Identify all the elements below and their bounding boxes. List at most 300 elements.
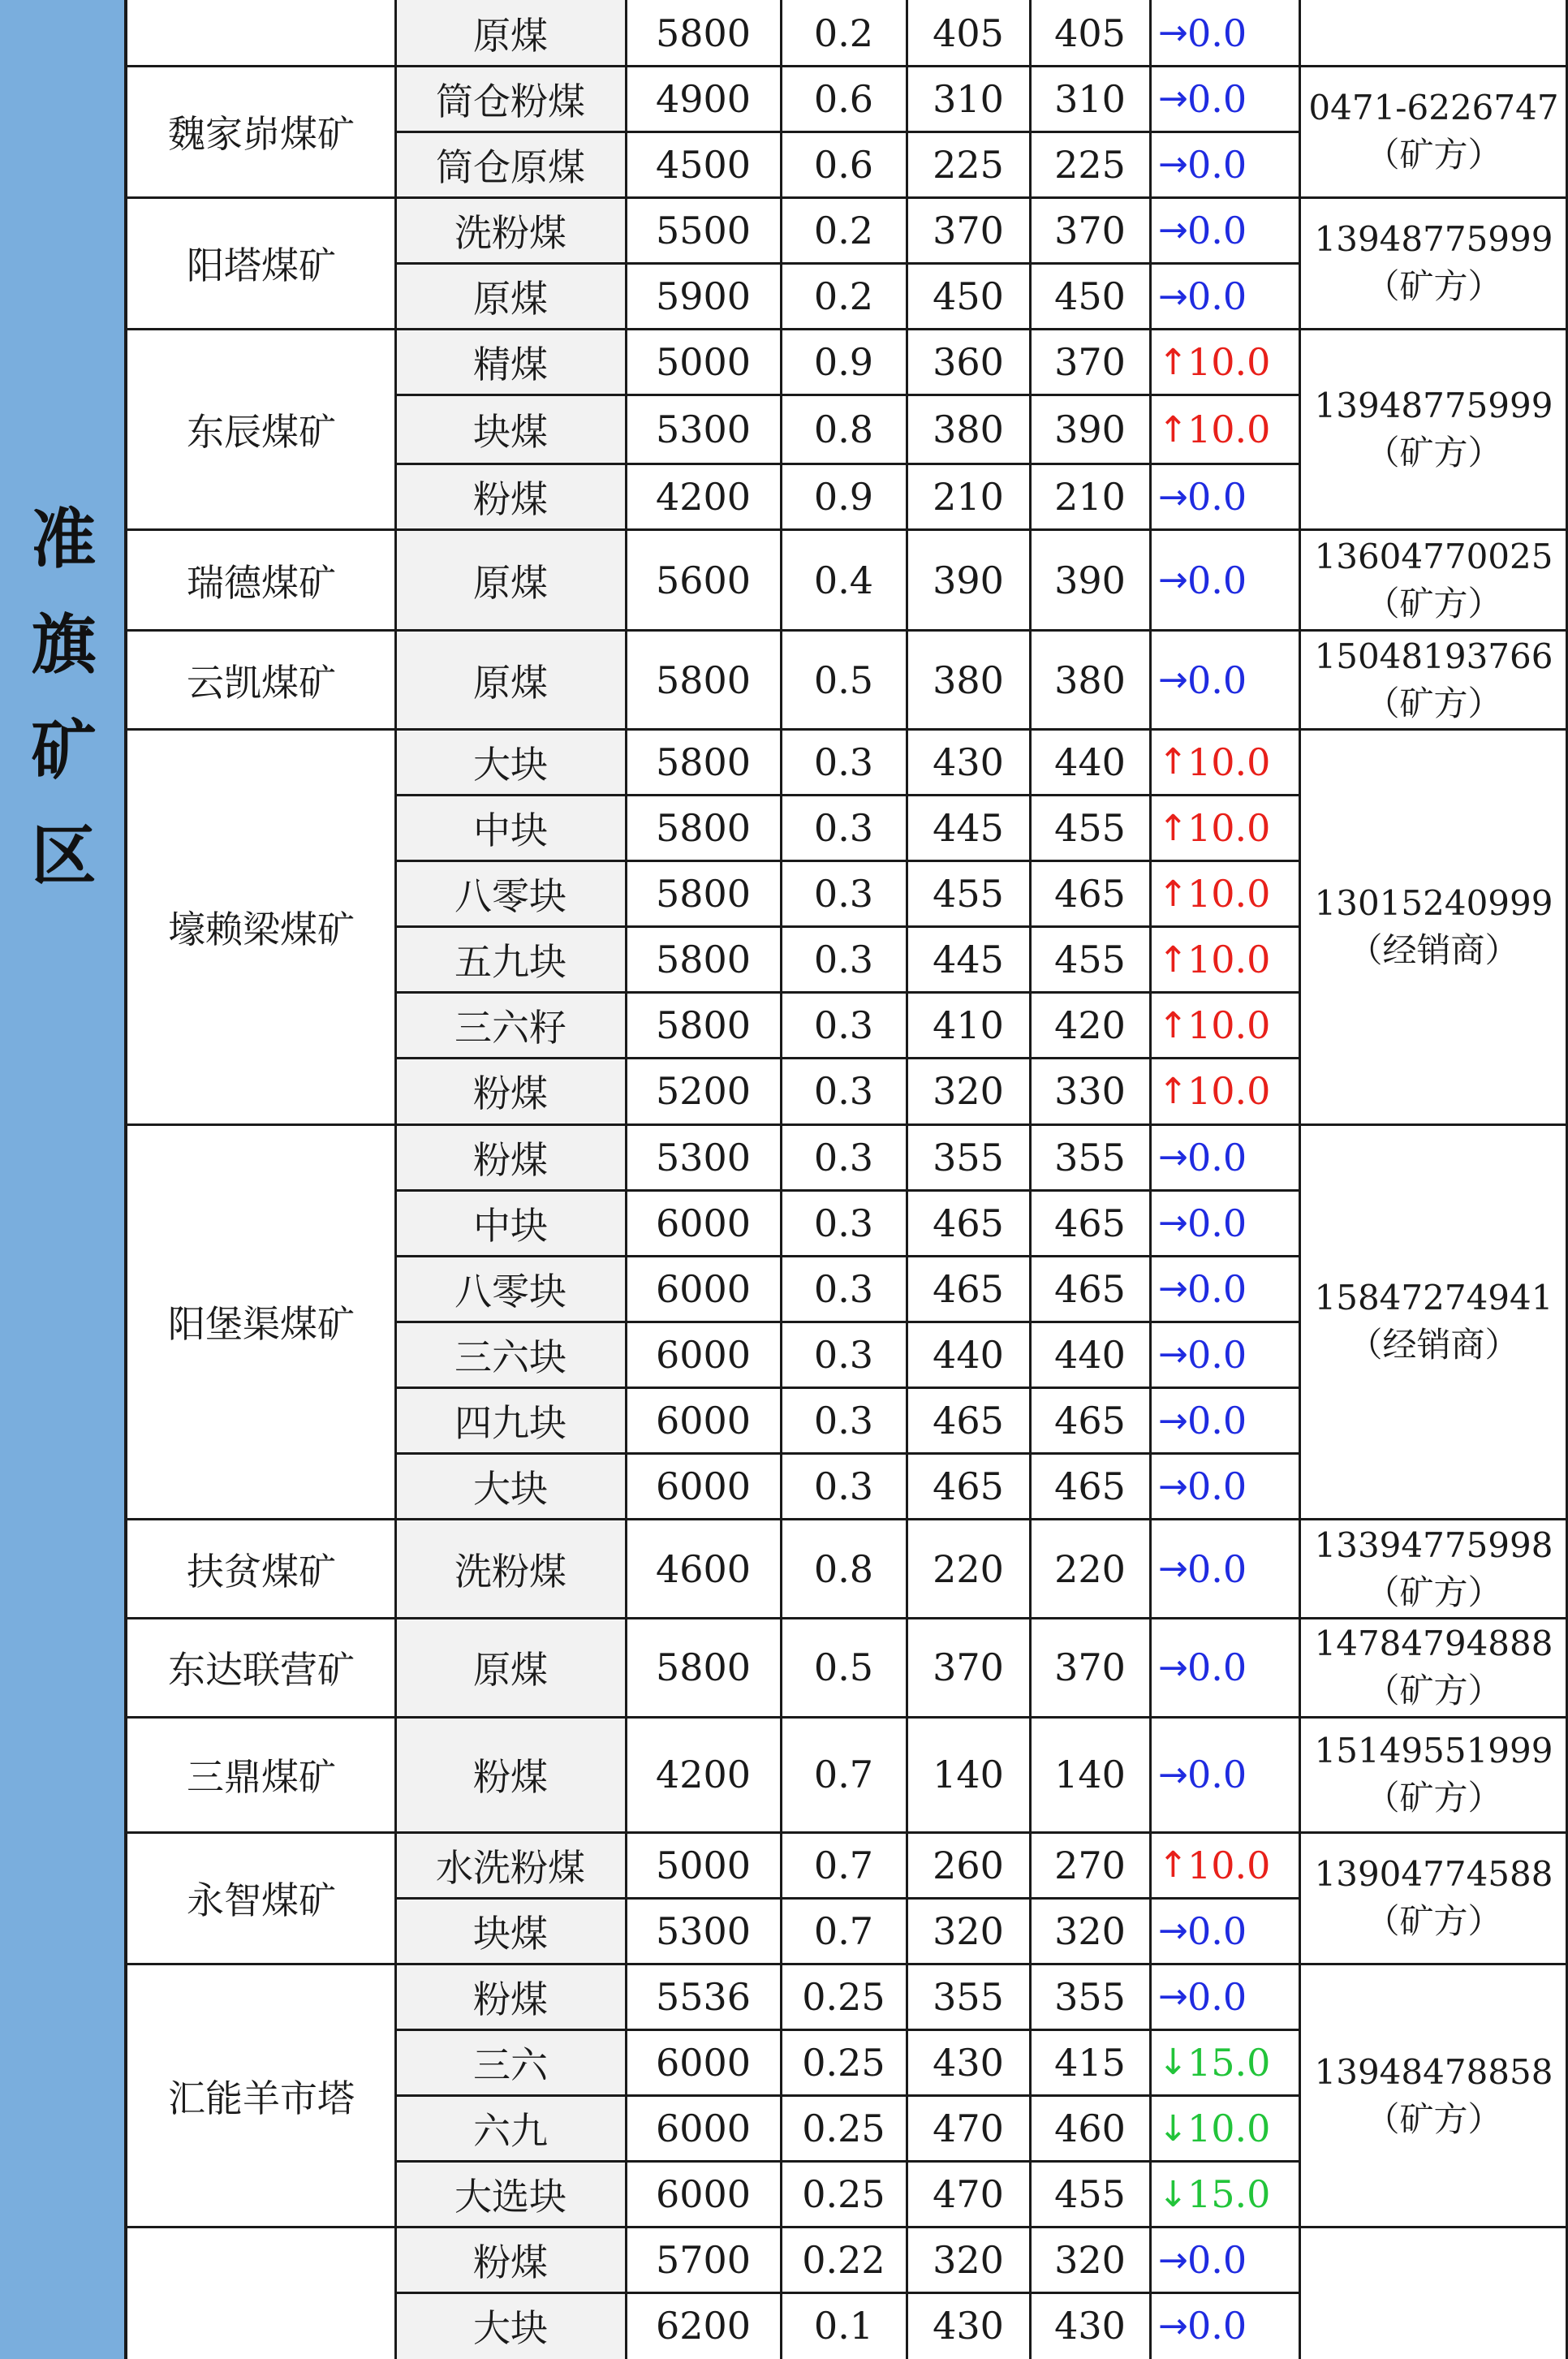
mine-name: 东达联营矿 <box>168 1648 355 1693</box>
calorific-value: 5000 <box>655 1843 752 1887</box>
trend-up-arrow-icon: ↑ <box>1158 341 1188 383</box>
current-price-cell <box>1030 530 1150 631</box>
sulfur-content: 0.7 <box>813 1753 874 1797</box>
sulfur-content: 0.6 <box>813 142 874 187</box>
sulfur-content-cell <box>781 1717 907 1832</box>
trend-flat-arrow-icon: → <box>1158 1334 1188 1376</box>
calorific-value: 6200 <box>655 2304 752 2348</box>
sulfur-content: 0.5 <box>813 658 874 702</box>
current-price-cell <box>1030 132 1150 197</box>
calorific-value-cell <box>626 2162 781 2227</box>
row-divider <box>395 463 1299 465</box>
trend-flat-arrow-icon: → <box>1158 2305 1188 2347</box>
previous-price: 445 <box>933 806 1004 851</box>
sulfur-content-cell <box>781 1059 907 1124</box>
contact-cell <box>1299 1964 1568 2227</box>
previous-price: 430 <box>933 2304 1004 2348</box>
calorific-value: 6000 <box>655 1464 752 1509</box>
contact-phone: 13904774588 <box>1314 1854 1553 1895</box>
group-divider <box>127 1716 1568 1719</box>
previous-price: 320 <box>933 1069 1004 1114</box>
group-divider <box>127 328 1568 330</box>
mine-name-cell <box>127 0 395 66</box>
coal-product: 三六块 <box>454 1335 566 1379</box>
sulfur-content-cell <box>781 861 907 927</box>
column-divider <box>625 0 627 2359</box>
price-change-value: 0.0 <box>1187 1464 1247 1509</box>
coal-product-cell <box>395 1898 626 1964</box>
price-change-value: 15.0 <box>1187 2172 1271 2217</box>
trend-up-arrow-icon: ↑ <box>1158 741 1188 783</box>
calorific-value: 5800 <box>655 872 752 916</box>
calorific-value-cell <box>626 795 781 860</box>
previous-price: 465 <box>933 1464 1004 1509</box>
group-divider <box>127 196 1568 199</box>
trend-flat-arrow-icon: → <box>1158 1399 1188 1442</box>
previous-price: 260 <box>933 1843 1004 1887</box>
previous-price-cell <box>907 631 1030 730</box>
previous-price: 430 <box>933 2040 1004 2085</box>
coal-product: 中块 <box>473 1203 548 1248</box>
calorific-value: 5500 <box>655 208 752 252</box>
trend-flat-arrow-icon: → <box>1158 1548 1188 1590</box>
sulfur-content: 0.22 <box>802 2238 885 2283</box>
trend-flat-arrow-icon: → <box>1158 1910 1188 1952</box>
previous-price-cell <box>907 1520 1030 1619</box>
sulfur-content-cell <box>781 530 907 631</box>
previous-price-cell <box>907 1618 1030 1717</box>
sulfur-content-cell <box>781 1964 907 2029</box>
previous-price: 355 <box>933 1135 1004 1180</box>
row-divider <box>395 1189 1299 1192</box>
calorific-value: 6000 <box>655 1201 752 1245</box>
price-change-cell <box>1150 2162 1299 2227</box>
previous-price: 370 <box>933 208 1004 252</box>
sulfur-content-cell <box>781 330 907 395</box>
previous-price: 370 <box>933 1645 1004 1690</box>
coal-product-cell <box>395 263 626 329</box>
coal-product-cell <box>395 1256 626 1322</box>
row-divider <box>395 1255 1299 1257</box>
price-change-value: 0.0 <box>1187 1332 1247 1377</box>
trend-flat-arrow-icon: → <box>1158 209 1188 252</box>
sulfur-content: 0.25 <box>802 2172 885 2217</box>
calorific-value-cell <box>626 2029 781 2095</box>
previous-price-cell <box>907 330 1030 395</box>
mine-name-cell <box>127 1964 395 2227</box>
calorific-value: 5300 <box>655 408 752 452</box>
sulfur-content-cell <box>781 2227 907 2293</box>
coal-product: 粉煤 <box>473 2240 548 2285</box>
price-change-value: 10.0 <box>1187 408 1271 452</box>
previous-price-cell <box>907 1388 1030 1454</box>
contact-phone: 15048193766 <box>1314 636 1553 676</box>
contact-cell <box>1299 631 1568 730</box>
sulfur-content: 0.2 <box>813 11 874 55</box>
sulfur-content-cell <box>781 1832 907 1898</box>
coal-product-cell <box>395 395 626 464</box>
calorific-value-cell <box>626 66 781 132</box>
coal-product-cell <box>395 2162 626 2227</box>
coal-product-cell <box>395 1322 626 1387</box>
sulfur-content-cell <box>781 1124 907 1190</box>
previous-price-cell <box>907 197 1030 263</box>
previous-price-cell <box>907 1832 1030 1898</box>
price-change-value: 10.0 <box>1187 1069 1271 1114</box>
sulfur-content-cell <box>781 2096 907 2162</box>
mine-name: 东辰煤矿 <box>187 410 336 455</box>
previous-price: 470 <box>933 2107 1004 2151</box>
coal-product: 粉煤 <box>473 1072 548 1116</box>
calorific-value-cell <box>626 132 781 197</box>
previous-price-cell <box>907 1190 1030 1256</box>
sulfur-content: 0.25 <box>802 2107 885 2151</box>
trend-flat-arrow-icon: → <box>1158 1753 1188 1796</box>
previous-price-cell <box>907 2162 1030 2227</box>
calorific-value: 4500 <box>655 142 752 187</box>
coal-product: 原煤 <box>473 660 548 705</box>
contact-phone: 13394775998 <box>1314 1525 1553 1565</box>
mine-name-cell <box>127 729 395 1124</box>
price-change-value: 0.0 <box>1187 1753 1247 1797</box>
current-price-cell <box>1030 1964 1150 2029</box>
current-price-cell <box>1030 464 1150 530</box>
sulfur-content-cell <box>781 1618 907 1717</box>
previous-price-cell <box>907 2029 1030 2095</box>
price-change-cell <box>1150 1059 1299 1124</box>
calorific-value-cell <box>626 1256 781 1322</box>
coal-product: 块煤 <box>473 1911 548 1956</box>
current-price-cell <box>1030 1124 1150 1190</box>
price-change-value: 10.0 <box>1187 872 1271 916</box>
sulfur-content-cell <box>781 2293 907 2359</box>
current-price: 330 <box>1054 1069 1126 1114</box>
contact-phone: 13948775999 <box>1314 386 1553 426</box>
coal-product: 原煤 <box>473 13 548 58</box>
current-price: 390 <box>1054 558 1126 602</box>
price-change-value: 10.0 <box>1187 938 1271 982</box>
contact-phone: 15847274941 <box>1314 1278 1553 1318</box>
sulfur-content: 0.3 <box>813 1135 874 1180</box>
coal-product-cell <box>395 1717 626 1832</box>
current-price: 270 <box>1054 1843 1126 1887</box>
coal-product-cell <box>395 1832 626 1898</box>
row-divider <box>395 794 1299 796</box>
mine-name-cell <box>127 2227 395 2359</box>
calorific-value: 5800 <box>655 11 752 55</box>
contact-phone: 14784794888 <box>1314 1624 1553 1664</box>
previous-price: 470 <box>933 2172 1004 2217</box>
sulfur-content: 0.3 <box>813 806 874 851</box>
current-price: 370 <box>1054 208 1126 252</box>
trend-flat-arrow-icon: → <box>1158 1202 1188 1244</box>
trend-flat-arrow-icon: → <box>1158 1976 1188 2018</box>
coal-product: 水洗粉煤 <box>436 1845 585 1890</box>
coal-product: 大块 <box>473 742 548 787</box>
price-change-cell <box>1150 1898 1299 1964</box>
current-price: 455 <box>1054 806 1126 851</box>
coal-product-cell <box>395 1388 626 1454</box>
coal-product: 四九块 <box>454 1401 566 1446</box>
group-divider <box>127 1518 1568 1520</box>
sulfur-content: 0.1 <box>813 2304 874 2348</box>
current-price: 320 <box>1054 1908 1126 1953</box>
trend-flat-arrow-icon: → <box>1158 476 1188 518</box>
contact-type: （矿方） <box>1365 583 1502 623</box>
coal-product: 三六籽 <box>454 1006 566 1050</box>
coal-product-cell <box>395 795 626 860</box>
row-divider <box>395 1452 1299 1455</box>
row-divider <box>395 1897 1299 1900</box>
sulfur-content: 0.3 <box>813 740 874 784</box>
price-change-cell <box>1150 330 1299 395</box>
sulfur-content-cell <box>781 1256 907 1322</box>
contact-phone: 13604770025 <box>1314 536 1553 576</box>
trend-flat-arrow-icon: → <box>1158 144 1188 186</box>
previous-price: 310 <box>933 76 1004 121</box>
current-price: 465 <box>1054 872 1126 916</box>
coal-product-cell <box>395 1059 626 1124</box>
price-change-value: 10.0 <box>1187 340 1271 385</box>
calorific-value-cell <box>626 1618 781 1717</box>
mine-name: 壕赖梁煤矿 <box>168 907 355 951</box>
price-change-cell <box>1150 1388 1299 1454</box>
sulfur-content-cell <box>781 2162 907 2227</box>
mine-name: 瑞德煤矿 <box>187 560 336 605</box>
current-price-cell <box>1030 1520 1150 1619</box>
contact-type: （矿方） <box>1365 2098 1502 2139</box>
current-price-cell <box>1030 1256 1150 1322</box>
contact-cell <box>1299 197 1568 329</box>
contact-cell <box>1299 1520 1568 1619</box>
previous-price-cell <box>907 1454 1030 1520</box>
price-change-cell <box>1150 1190 1299 1256</box>
contact-cell <box>1299 66 1568 197</box>
contact-type: （经销商） <box>1348 929 1519 970</box>
previous-price: 140 <box>933 1753 1004 1797</box>
mine-name: 永智煤矿 <box>187 1878 336 1923</box>
calorific-value: 6000 <box>655 2107 752 2151</box>
contact-cell <box>1299 1124 1568 1520</box>
trend-down-arrow-icon: ↓ <box>1158 2107 1188 2150</box>
calorific-value-cell <box>626 927 781 993</box>
previous-price: 455 <box>933 872 1004 916</box>
previous-price: 390 <box>933 558 1004 602</box>
trend-flat-arrow-icon: → <box>1158 659 1188 701</box>
price-change-value: 10.0 <box>1187 806 1271 851</box>
price-change-cell <box>1150 1256 1299 1322</box>
sulfur-content: 0.3 <box>813 1266 874 1311</box>
group-divider <box>127 65 1568 67</box>
calorific-value: 4600 <box>655 1546 752 1591</box>
group-divider <box>127 1617 1568 1619</box>
row-divider <box>395 2292 1299 2294</box>
calorific-value: 5700 <box>655 2238 752 2283</box>
sulfur-content: 0.3 <box>813 1332 874 1377</box>
region-label-char: 旗 <box>31 607 97 683</box>
price-change-cell <box>1150 0 1299 66</box>
calorific-value-cell <box>626 2293 781 2359</box>
price-change-value: 0.0 <box>1187 1645 1247 1690</box>
sulfur-content-cell <box>781 1388 907 1454</box>
previous-price: 225 <box>933 142 1004 187</box>
price-change-value: 0.0 <box>1187 208 1247 252</box>
previous-price-cell <box>907 132 1030 197</box>
trend-up-arrow-icon: ↑ <box>1158 1004 1188 1046</box>
sulfur-content: 0.7 <box>813 1908 874 1953</box>
trend-flat-arrow-icon: → <box>1158 1646 1188 1688</box>
coal-product: 大块 <box>473 2306 548 2351</box>
price-change-cell <box>1150 729 1299 795</box>
region-label-cell <box>0 0 127 2359</box>
region-label-char: 区 <box>31 818 97 894</box>
price-change-cell <box>1150 1832 1299 1898</box>
calorific-value-cell <box>626 0 781 66</box>
calorific-value-cell <box>626 330 781 395</box>
coal-product-cell <box>395 993 626 1059</box>
current-price-cell <box>1030 1898 1150 1964</box>
price-change-cell <box>1150 1618 1299 1717</box>
calorific-value-cell <box>626 1832 781 1898</box>
coal-product-cell <box>395 132 626 197</box>
calorific-value: 5300 <box>655 1135 752 1180</box>
previous-price: 465 <box>933 1201 1004 1245</box>
coal-product: 八零块 <box>454 1269 566 1313</box>
price-change-cell <box>1150 861 1299 927</box>
price-change-cell <box>1150 1322 1299 1387</box>
current-price: 405 <box>1054 11 1126 55</box>
calorific-value-cell <box>626 993 781 1059</box>
calorific-value-cell <box>626 729 781 795</box>
trend-flat-arrow-icon: → <box>1158 1136 1188 1179</box>
current-price-cell <box>1030 1454 1150 1520</box>
current-price-cell <box>1030 2162 1150 2227</box>
sulfur-content: 0.25 <box>802 1974 885 2019</box>
contact-type: （矿方） <box>1365 1671 1502 1711</box>
contact-phone: 13948775999 <box>1314 219 1553 260</box>
sulfur-content: 0.7 <box>813 1843 874 1887</box>
sulfur-content: 0.9 <box>813 475 874 520</box>
row-divider <box>395 860 1299 862</box>
previous-price: 320 <box>933 1908 1004 1953</box>
region-label-char: 矿 <box>31 713 97 788</box>
previous-price: 380 <box>933 658 1004 702</box>
sulfur-content-cell <box>781 263 907 329</box>
mine-name-cell <box>127 1717 395 1832</box>
price-change-value: 0.0 <box>1187 2238 1247 2283</box>
group-divider <box>127 629 1568 632</box>
coal-product-cell <box>395 197 626 263</box>
price-change-cell <box>1150 927 1299 993</box>
sulfur-content: 0.3 <box>813 1069 874 1114</box>
group-divider <box>127 728 1568 731</box>
coal-product: 大块 <box>473 1467 548 1512</box>
mine-name: 阳塔煤矿 <box>187 244 336 288</box>
coal-product: 原煤 <box>473 560 548 605</box>
group-divider <box>127 2226 1568 2228</box>
current-price-cell <box>1030 729 1150 795</box>
calorific-value-cell <box>626 1454 781 1520</box>
previous-price: 380 <box>933 408 1004 452</box>
mine-name-cell <box>127 197 395 329</box>
previous-price-cell <box>907 795 1030 860</box>
price-change-cell <box>1150 395 1299 464</box>
mine-name-cell <box>127 1520 395 1619</box>
coal-product-cell <box>395 0 626 66</box>
previous-price-cell <box>907 993 1030 1059</box>
contact-type: （矿方） <box>1365 266 1502 307</box>
mine-name: 云凯煤矿 <box>187 660 336 705</box>
price-change-value: 0.0 <box>1187 658 1247 702</box>
previous-price: 465 <box>933 1266 1004 1311</box>
current-price-cell <box>1030 263 1150 329</box>
current-price-cell <box>1030 2096 1150 2162</box>
current-price-cell <box>1030 993 1150 1059</box>
calorific-value: 5600 <box>655 558 752 602</box>
sulfur-content: 0.6 <box>813 76 874 121</box>
price-change-value: 0.0 <box>1187 2304 1247 2348</box>
coal-product: 粉煤 <box>473 1977 548 2021</box>
row-divider <box>395 1057 1299 1059</box>
mine-name: 魏家峁煤矿 <box>168 112 355 157</box>
column-divider <box>1149 0 1152 2359</box>
sulfur-content: 0.4 <box>813 558 874 602</box>
sulfur-content-cell <box>781 927 907 993</box>
price-change-value: 0.0 <box>1187 1135 1247 1180</box>
sulfur-content-cell <box>781 66 907 132</box>
price-change-value: 0.0 <box>1187 558 1247 602</box>
calorific-value-cell <box>626 530 781 631</box>
calorific-value: 4900 <box>655 76 752 121</box>
price-change-cell <box>1150 2029 1299 2095</box>
sulfur-content: 0.25 <box>802 2040 885 2085</box>
current-price: 140 <box>1054 1753 1126 1797</box>
row-divider <box>395 2160 1299 2163</box>
coal-product: 粉煤 <box>473 1755 548 1800</box>
price-change-value: 0.0 <box>1187 1546 1247 1591</box>
current-price: 450 <box>1054 274 1126 318</box>
price-change-value: 0.0 <box>1187 11 1247 55</box>
price-change-value: 0.0 <box>1187 1399 1247 1443</box>
calorific-value: 5800 <box>655 740 752 784</box>
mine-name: 扶贫煤矿 <box>187 1549 336 1594</box>
calorific-value-cell <box>626 464 781 530</box>
current-price-cell <box>1030 1618 1150 1717</box>
price-change-value: 0.0 <box>1187 142 1247 187</box>
price-change-cell <box>1150 2227 1299 2293</box>
contact-cell <box>1299 1618 1568 1717</box>
calorific-value: 6000 <box>655 1266 752 1311</box>
previous-price-cell <box>907 2293 1030 2359</box>
contact-type: （矿方） <box>1365 1572 1502 1612</box>
column-divider <box>906 0 908 2359</box>
current-price: 460 <box>1054 2107 1126 2151</box>
trend-flat-arrow-icon: → <box>1158 1465 1188 1507</box>
trend-up-arrow-icon: ↑ <box>1158 873 1188 915</box>
price-change-cell <box>1150 1124 1299 1190</box>
calorific-value-cell <box>626 1717 781 1832</box>
current-price-cell <box>1030 330 1150 395</box>
previous-price: 465 <box>933 1399 1004 1443</box>
calorific-value: 6000 <box>655 1399 752 1443</box>
coal-product: 中块 <box>473 809 548 853</box>
row-divider <box>395 262 1299 265</box>
coal-product: 洗粉煤 <box>454 1549 566 1594</box>
calorific-value: 4200 <box>655 475 752 520</box>
calorific-value-cell <box>626 197 781 263</box>
trend-down-arrow-icon: ↓ <box>1158 2173 1188 2215</box>
sulfur-content: 0.3 <box>813 872 874 916</box>
